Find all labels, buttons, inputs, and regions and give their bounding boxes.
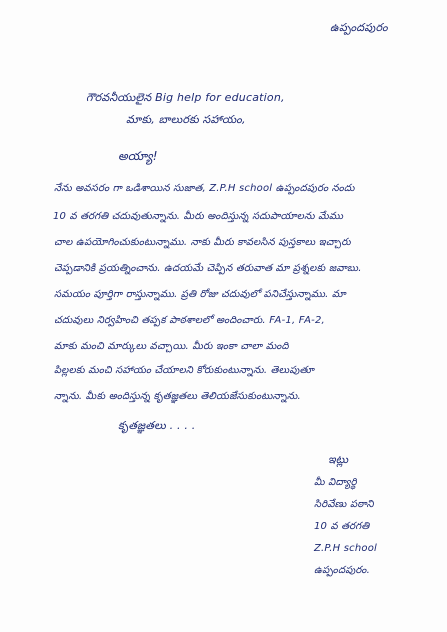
signature-line-1: మీ విద్యార్థి [314,477,357,488]
sign-off: ఇట్లు [328,453,349,466]
recipient-line-2: మాకు, బాలురకు సహాయం, [126,113,246,126]
body-line-3: చాల ఉపయోగించుకుంటున్నాము. నాకు మీరు కావలసిన పుస్తకాలు ఇచ్చారు [54,237,351,248]
signature-line-2: సిరివేణు పఠాని [314,499,374,510]
signature-line-3: 10 వ తరగతి [314,521,370,532]
signature-line-4: Z.P.H school [314,543,378,554]
body-line-5: సమయం పూర్తిగా రాస్తున్నాము. ప్రతి రోజు చదువులో పనిచేస్తున్నాము. మా [54,289,346,300]
place-header: ఉప్పందపురం [330,21,388,34]
salutation: అయ్యా! [118,149,158,163]
body-line-7: మాకు మంచి మార్కులు వచ్చాయి. మీరు ఇంకా చాలా మంది [54,341,289,352]
body-line-8: పిల్లలకు మంచి సహాయం చేయాలని కోరుకుంటున్నాను. తెలుపుతూ [54,365,315,376]
body-line-6: చదువులు నిర్వహించి తప్పక పాఠశాలలో అందించారు. FA-1, FA-2, [54,315,325,326]
signature-line-5: ఉప్పందపురం. [314,565,370,576]
body-line-1: నేను అవసరం గా ఒడిశాయిన సుజాత, Z.P.H school ఉప్పందపురం నందు [54,183,355,194]
body-line-2: 10 వ తరగతి చదువుతున్నాను. మీరు అందిస్తున్న సదుపాయాలను మేము [53,211,344,222]
closing-thanks: కృతజ్ఞతలు . . . . [118,419,196,432]
body-line-9: న్నాను. మీకు అందిస్తున్న కృతజ్ఞతలు తెలియజేసుకుంటున్నాను. [54,391,301,402]
body-line-4: చెప్పడానికి ప్రయత్నించాను. ఉదయమే చెప్పిన తరువాత మా ప్రశ్నలకు జవాబు. [54,263,362,274]
recipient-line-1: గౌరవనీయులైన Big help for education, [86,91,285,104]
